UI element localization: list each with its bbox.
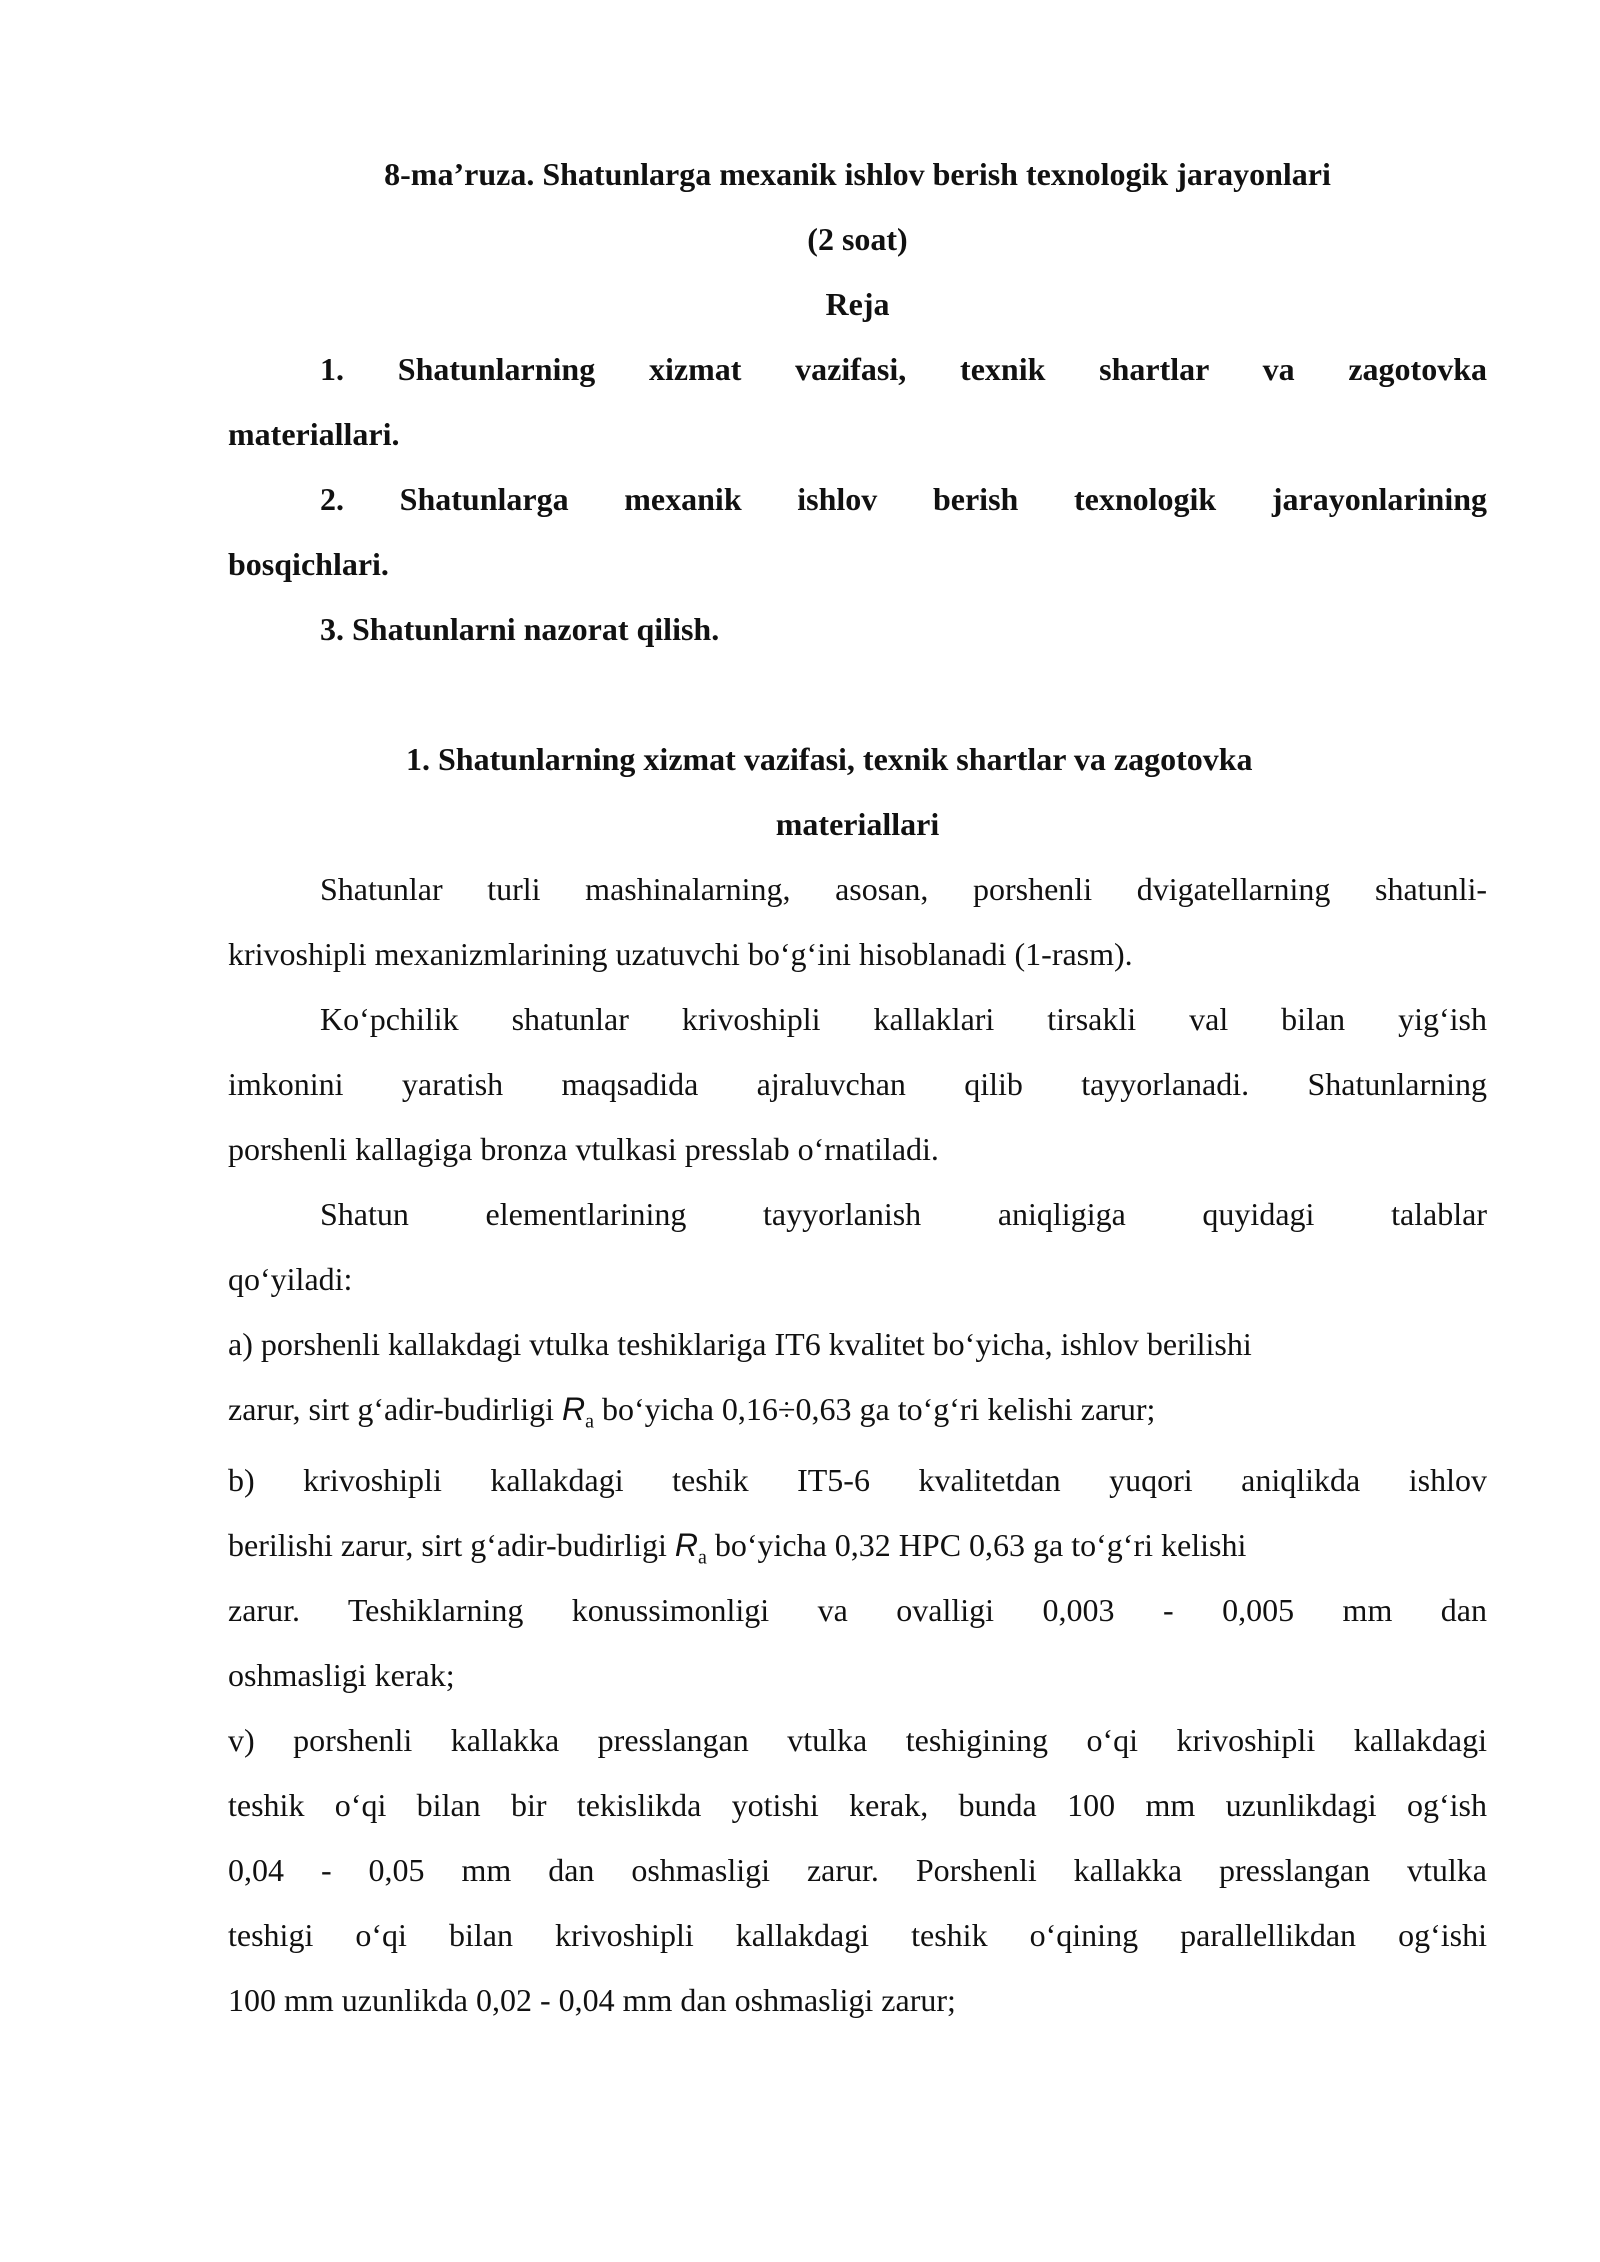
- para-3-line-1: Shatun elementlarining tayyorlanish aniqligiga quyidagi talablar: [320, 1196, 1487, 1232]
- requirement-v-line-1: v) porshenli kallakka presslangan vtulka teshigining o‘qi krivoshipli kallakdagi: [228, 1722, 1487, 1758]
- para-2-line-3: porshenli kallagiga bronza vtulkasi presslab o‘rnatiladi.: [228, 1131, 939, 1167]
- plan-item-2-line-1: 2. Shatunlarga mexanik ishlov berish texnologik jarayonlarining: [320, 481, 1487, 517]
- para-2-line-1: Ko‘pchilik shatunlar krivoshipli kallaklari tirsakli val bilan yig‘ish: [320, 1001, 1487, 1037]
- requirement-v-line-2: teshik o‘qi bilan bir tekislikda yotishi kerak, bunda 100 mm uzunlikdagi og‘ish: [228, 1787, 1487, 1823]
- requirement-b-line-4: oshmasligi kerak;: [228, 1657, 455, 1693]
- lecture-title: 8-ma’ruza. Shatunlarga mexanik ishlov berish texnologik jarayonlari: [384, 156, 1331, 192]
- section-1-title-line-2: materiallari: [775, 806, 940, 842]
- requirement-a-line-2: zarur, sirt g‘adir-budirligi $R_a$ bo‘yicha 0,16÷0,63 ga to‘g‘ri kelishi zarur;: [228, 1391, 1156, 1433]
- para-1-line-2: krivoshipli mexanizmlarining uzatuvchi bo‘g‘ini hisoblanadi (1-rasm).: [228, 936, 1133, 972]
- lecture-hours: (2 soat): [807, 221, 908, 257]
- para-2-line-2: imkonini yaratish maqsadida ajraluvchan qilib tayyorlanadi. Shatunlarning: [228, 1066, 1487, 1102]
- para-3-line-2: qo‘yiladi:: [228, 1261, 353, 1297]
- requirement-v-line-5: 100 mm uzunlikda 0,02 - 0,04 mm dan oshmasligi zarur;: [228, 1982, 956, 2018]
- section-1-title-line-1: 1. Shatunlarning xizmat vazifasi, texnik shartlar va zagotovka: [406, 741, 1253, 777]
- roughness-symbol: $R_a$: [561, 1391, 594, 1433]
- requirement-v-line-4: teshigi o‘qi bilan krivoshipli kallakdagi teshik o‘qining parallellikdan og‘ishi: [228, 1917, 1487, 1953]
- plan-item-1-line-1: 1. Shatunlarning xizmat vazifasi, texnik shartlar va zagotovka: [320, 351, 1487, 387]
- plan-label: Reja: [825, 286, 890, 322]
- para-1-line-1: Shatunlar turli mashinalarning, asosan, porshenli dvigatellarning shatunli-: [320, 871, 1487, 907]
- plan-item-1-line-2: materiallari.: [228, 416, 400, 452]
- plan-item-2-line-2: bosqichlari.: [228, 546, 389, 582]
- requirement-b-line-3: zarur. Teshiklarning konussimonligi va ovalligi 0,003 - 0,005 mm dan: [228, 1592, 1487, 1628]
- requirement-b-line-2: berilishi zarur, sirt g‘adir-budirligi $R_a$ bo‘yicha 0,32 HPC 0,63 ga to‘g‘ri kelishi: [228, 1527, 1247, 1569]
- requirement-v-line-3: 0,04 - 0,05 mm dan oshmasligi zarur. Porshenli kallakka presslangan vtulka: [228, 1852, 1487, 1888]
- requirement-a-line-1: a) porshenli kallakdagi vtulka teshiklariga IT6 kvalitet bo‘yicha, ishlov berilishi: [228, 1326, 1252, 1362]
- requirement-b-line-1: b) krivoshipli kallakdagi teshik IT5-6 kvalitetdan yuqori aniqlikda ishlov: [228, 1462, 1487, 1498]
- plan-item-3: 3. Shatunlarni nazorat qilish.: [320, 611, 720, 647]
- roughness-symbol: $R_a$: [674, 1527, 707, 1569]
